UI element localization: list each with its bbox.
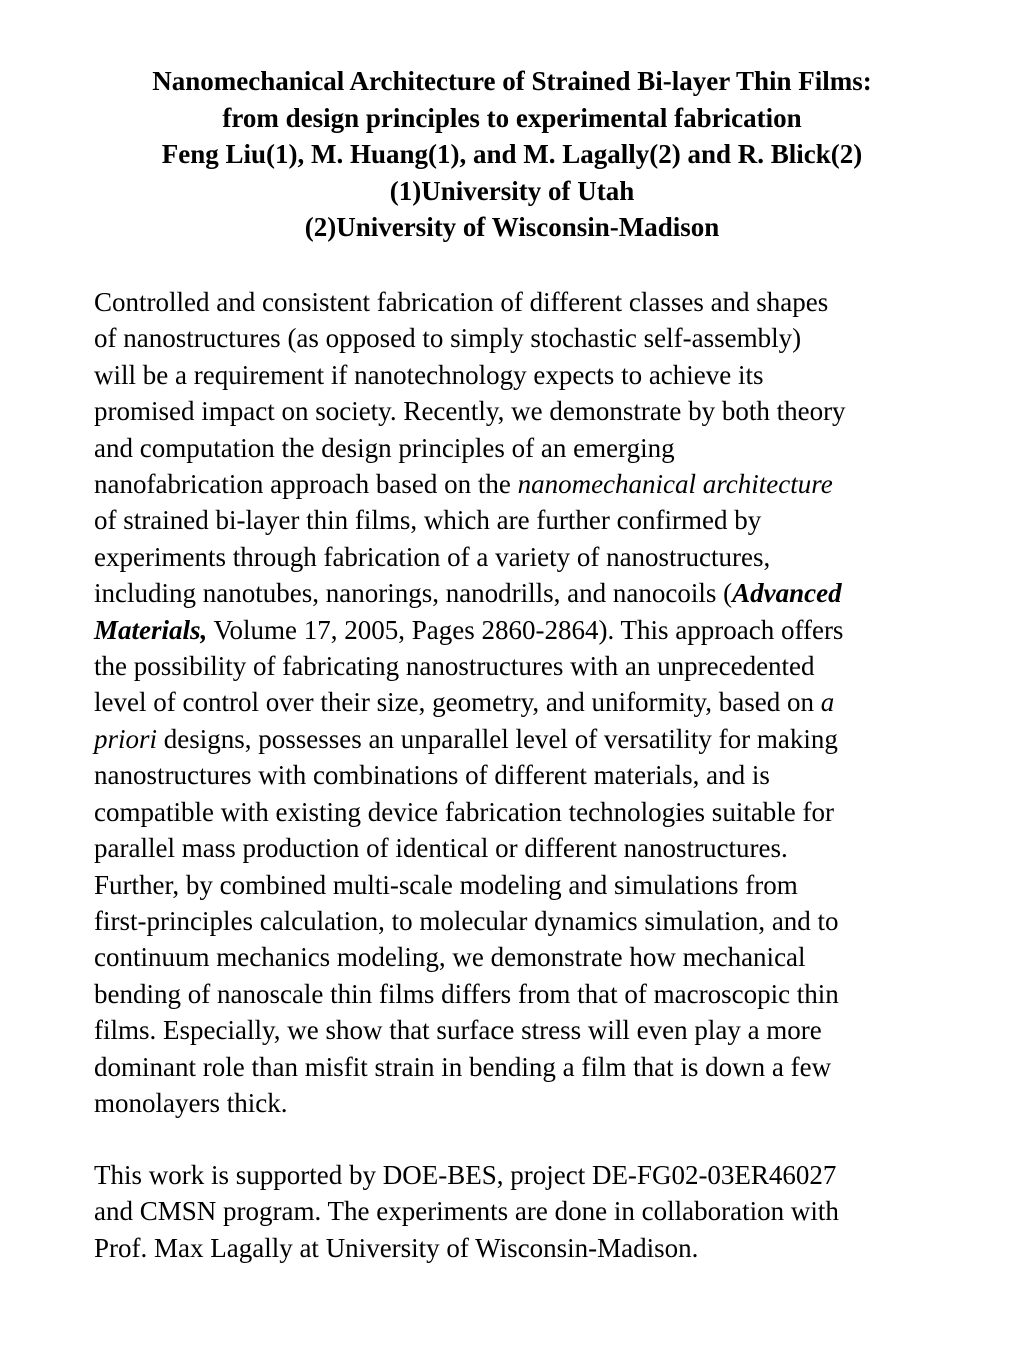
abstract-text: Volume 17, 2005, Pages 2860-2864). This approach offers [207, 614, 844, 645]
abstract-line [94, 684, 954, 720]
abstract-line: of nanostructures (as opposed to simply stochastic self-assembly) [94, 323, 802, 354]
abstract-line [94, 721, 954, 757]
abstract-line: parallel mass production of identical or different nanostructures. [94, 833, 788, 864]
abstract-line: nanostructures with combinations of different materials, and is [94, 760, 770, 791]
abstract-text: including nanotubes, nanorings, nanodrills, and nanocoils ( [94, 578, 733, 609]
abstract-line: and computation the design principles of an emerging [94, 432, 675, 463]
abstract-line: promised impact on society. Recently, we demonstrate by both theory [94, 396, 846, 427]
abstract-line: bending of nanoscale thin films differs from that of macroscopic thin [94, 978, 839, 1009]
emphasis-a: a [820, 687, 835, 718]
abstract-line: the possibility of fabricating nanostructures with an unprecedented [94, 651, 815, 682]
abstract-line: continuum mechanics modeling, we demonstrate how mechanical [94, 942, 806, 973]
emphasis-nanomechanical-architecture: nanomechanical architecture [517, 469, 833, 500]
abstract-text: nanofabrication approach based on the [94, 469, 518, 500]
abstract-line: experiments through fabrication of a variety of nanostructures, [94, 541, 771, 572]
acknowledgement-line: Prof. Max Lagally at University of Wisconsin-Madison. [94, 1232, 699, 1263]
abstract-line: of strained bi-layer thin films, which are further confirmed by [94, 505, 762, 536]
abstract-paragraph [94, 284, 954, 1121]
abstract-line [94, 612, 954, 648]
abstract-line: monolayers thick. [94, 1087, 288, 1118]
abstract-line: films. Especially, we show that surface stress will even play a more [94, 1015, 822, 1046]
abstract-line: first-principles calculation, to molecular dynamics simulation, and to [94, 905, 839, 936]
abstract-text: level of control over their size, geometry, and uniformity, based on [94, 687, 821, 718]
abstract-line: compatible with existing device fabrication technologies suitable for [94, 796, 835, 827]
title-block [0, 63, 1024, 246]
acknowledgement-line: This work is supported by DOE-BES, project DE-FG02-03ER46027 [94, 1160, 837, 1190]
title-line-1: Nanomechanical Architecture of Strained Bi-layer Thin Films: [152, 66, 872, 96]
journal-name-part-1: Advanced [732, 578, 842, 609]
affiliation-wisconsin: (2)University of Wisconsin-Madison [304, 212, 720, 242]
abstract-text: designs, possesses an unparallel level of versatility for making [157, 723, 838, 754]
abstract-line: Controlled and consistent fabrication of different classes and shapes [94, 287, 829, 317]
authors-line: Feng Liu(1), M. Huang(1), and M. Lagally(2) and R. Blick(2) [161, 139, 863, 169]
abstract-line: Further, by combined multi-scale modeling and simulations from [94, 869, 798, 900]
abstract-line: will be a requirement if nanotechnology expects to achieve its [94, 359, 764, 390]
affiliation-utah: (1)University of Utah [389, 175, 635, 206]
journal-name-part-2: Materials, [94, 614, 208, 645]
emphasis-priori: priori [94, 723, 158, 754]
abstract-line [94, 575, 954, 611]
acknowledgement-paragraph [94, 1157, 954, 1266]
title-line-2: from design principles to experimental fabrication [222, 102, 802, 133]
abstract-line: dominant role than misfit strain in bending a film that is down a few [94, 1051, 832, 1082]
acknowledgement-line: and CMSN program. The experiments are done in collaboration with [94, 1196, 839, 1227]
abstract-line [94, 466, 954, 502]
